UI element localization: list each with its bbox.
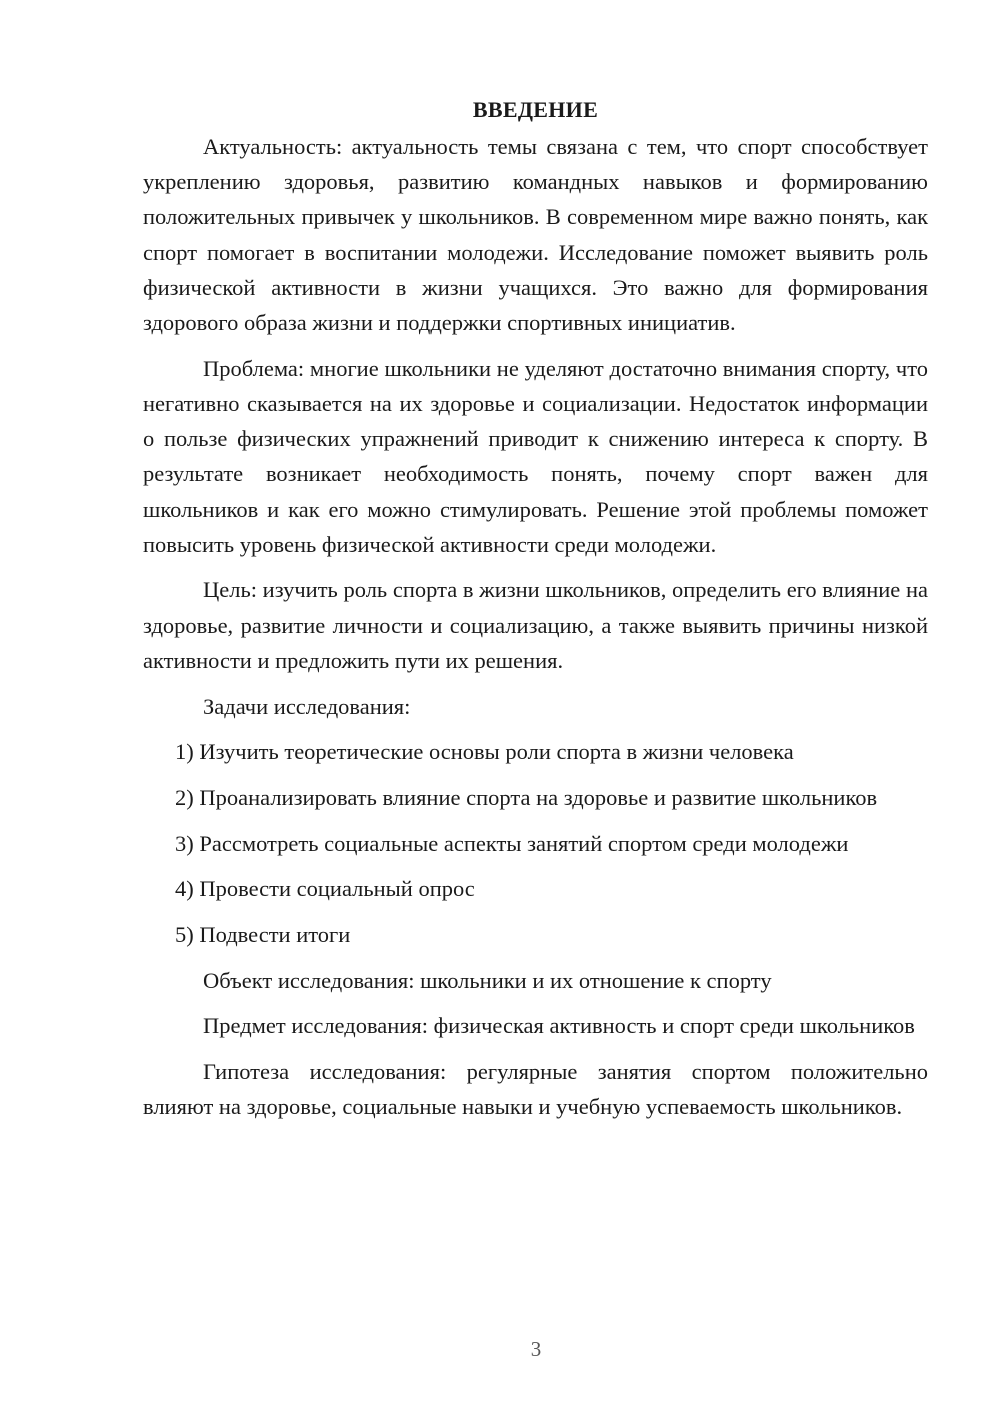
paragraph-problem: Проблема: многие школьники не уделяют достаточно внимания спорту, что негативно сказывается на их здоровье и социализации. Недостаток информации о пользе физических упражнений приводит к снижению интереса к спорту. В результате возникает необходимость понять, почему спорт важен для школьников и как его можно стимулировать. Решение этой проблемы поможет повысить уровень физической активности среди молодежи. <box>143 355 928 557</box>
page-number: 3 <box>530 1337 542 1361</box>
task-item-3: 3) Рассмотреть социальные аспекты занятий спортом среди молодежи <box>175 830 849 856</box>
paragraph-object: Объект исследования: школьники и их отношение к спорту <box>203 967 772 993</box>
task-item-2: 2) Проанализировать влияние спорта на здоровье и развитие школьников <box>175 784 878 810</box>
paragraph-hypothesis: Гипотеза исследования: регулярные занятия спортом положительно влияют на здоровье, социальные навыки и учебную успеваемость школьников. <box>143 1059 928 1120</box>
paragraph-tasks-heading: Задачи исследования: <box>203 693 411 719</box>
task-item-1: 1) Изучить теоретические основы роли спорта в жизни человека <box>175 739 794 765</box>
paragraph-relevance: Актуальность: актуальность темы связана с тем, что спорт способствует укреплению здоровья, развитию командных навыков и формированию положительных привычек у школьников. В современном мире важно понять, как спорт помогает в воспитании молодежи. Исследование поможет выявить роль физической активности в жизни учащихся. Это важно для формирования здорового образа жизни и поддержки спортивных инициатив. <box>143 134 928 336</box>
paragraph-subject: Предмет исследования: физическая активность и спорт среди школьников <box>203 1013 915 1039</box>
page-title: ВВЕДЕНИЕ <box>472 97 599 122</box>
task-item-4: 4) Провести социальный опрос <box>175 876 475 902</box>
paragraph-goal: Цель: изучить роль спорта в жизни школьников, определить его влияние на здоровье, развитие личности и социализацию, а также выявить причины низкой активности и предложить пути их решения. <box>143 577 928 673</box>
task-item-5: 5) Подвести итоги <box>175 922 351 948</box>
document-body <box>143 92 928 1135</box>
